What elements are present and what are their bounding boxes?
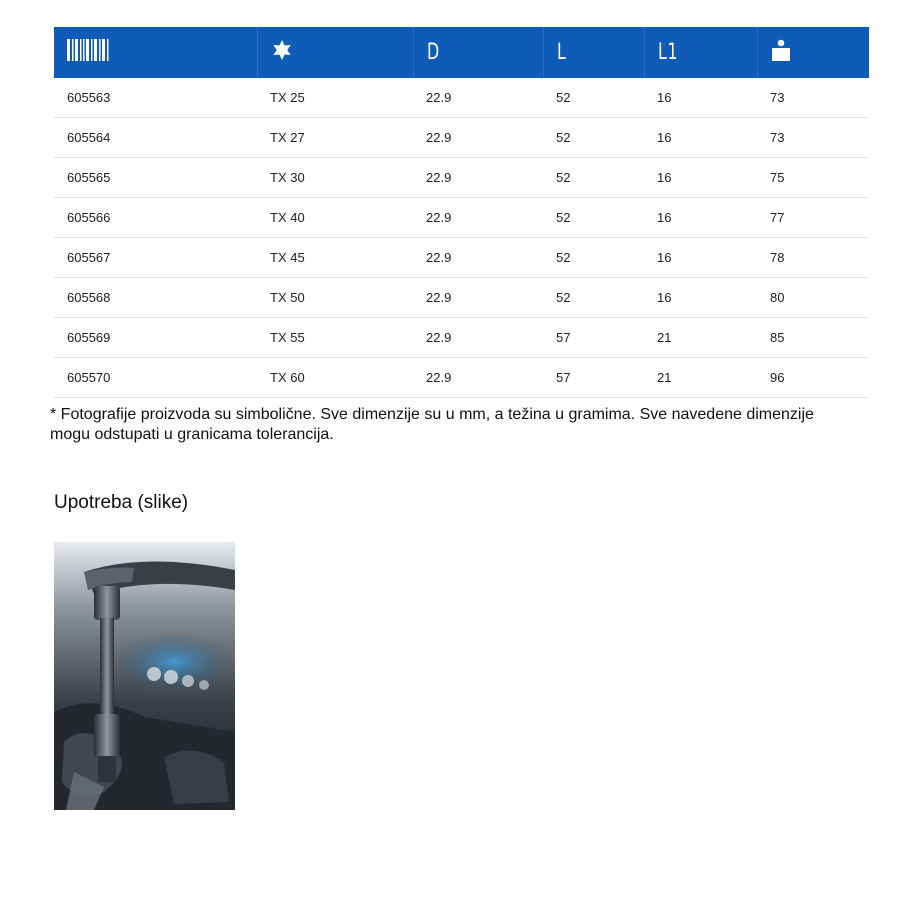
cell-l: 52 bbox=[543, 238, 644, 278]
column-header-l1 bbox=[644, 27, 757, 78]
cell-l: 52 bbox=[543, 158, 644, 198]
cell-size: TX 25 bbox=[257, 78, 413, 118]
cell-l1: 16 bbox=[644, 238, 757, 278]
cell-size: TX 50 bbox=[257, 278, 413, 318]
cell-article: 605566 bbox=[54, 198, 257, 238]
cell-size: TX 40 bbox=[257, 198, 413, 238]
cell-l: 52 bbox=[543, 198, 644, 238]
ratchet-socket-photo bbox=[54, 542, 235, 810]
column-header-article bbox=[54, 27, 257, 78]
table-header-row bbox=[54, 27, 869, 78]
cell-d: 22.9 bbox=[413, 238, 543, 278]
table-row bbox=[54, 198, 869, 238]
column-header-l bbox=[543, 27, 644, 78]
column-header-d-label: D bbox=[426, 40, 440, 65]
cell-size: TX 27 bbox=[257, 118, 413, 158]
cell-l1: 16 bbox=[644, 78, 757, 118]
cell-l: 52 bbox=[543, 278, 644, 318]
cell-weight: 80 bbox=[757, 278, 869, 318]
table-row bbox=[54, 318, 869, 358]
column-header-d bbox=[413, 27, 543, 78]
cell-d: 22.9 bbox=[413, 158, 543, 198]
cell-l1: 21 bbox=[644, 318, 757, 358]
cell-d: 22.9 bbox=[413, 318, 543, 358]
cell-size: TX 30 bbox=[257, 158, 413, 198]
cell-l1: 16 bbox=[644, 118, 757, 158]
cell-d: 22.9 bbox=[413, 278, 543, 318]
cell-d: 22.9 bbox=[413, 78, 543, 118]
cell-d: 22.9 bbox=[413, 358, 543, 398]
cell-l1: 16 bbox=[644, 158, 757, 198]
cell-weight: 85 bbox=[757, 318, 869, 358]
cell-l1: 16 bbox=[644, 278, 757, 318]
cell-size: TX 55 bbox=[257, 318, 413, 358]
cell-size: TX 60 bbox=[257, 358, 413, 398]
cell-article: 605564 bbox=[54, 118, 257, 158]
cell-article: 605569 bbox=[54, 318, 257, 358]
cell-l: 57 bbox=[543, 318, 644, 358]
cell-article: 605570 bbox=[54, 358, 257, 398]
cell-l: 57 bbox=[543, 358, 644, 398]
cell-l: 52 bbox=[543, 118, 644, 158]
cell-d: 22.9 bbox=[413, 198, 543, 238]
table-row bbox=[54, 118, 869, 158]
table-row bbox=[54, 78, 869, 118]
disclaimer-note: * Fotografije proizvoda su simbolične. Sve dimenzije su u mm, a težina u gramima. Sve navedene dimenzije mogu odstupati u granicama tolerancija. bbox=[50, 406, 814, 443]
cell-l: 52 bbox=[543, 78, 644, 118]
usage-section-title: Upotreba (slike) bbox=[54, 492, 189, 513]
cell-article: 605567 bbox=[54, 238, 257, 278]
cell-article: 605563 bbox=[54, 78, 257, 118]
cell-l1: 21 bbox=[644, 358, 757, 398]
table-row bbox=[54, 358, 869, 398]
column-header-weight bbox=[757, 27, 869, 78]
cell-weight: 96 bbox=[757, 358, 869, 398]
cell-size: TX 45 bbox=[257, 238, 413, 278]
column-header-l-label: L bbox=[556, 40, 567, 65]
cell-article: 605568 bbox=[54, 278, 257, 318]
usage-photo bbox=[54, 542, 235, 810]
column-header-size bbox=[257, 27, 413, 78]
cell-d: 22.9 bbox=[413, 118, 543, 158]
cell-weight: 78 bbox=[757, 238, 869, 278]
torx-star-icon bbox=[271, 39, 293, 61]
table-row bbox=[54, 158, 869, 198]
cell-article: 605565 bbox=[54, 158, 257, 198]
cell-l1: 16 bbox=[644, 198, 757, 238]
table-row bbox=[54, 238, 869, 278]
spec-table bbox=[54, 27, 869, 398]
cell-weight: 73 bbox=[757, 78, 869, 118]
column-header-l1-label: L1 bbox=[657, 40, 678, 65]
cell-weight: 75 bbox=[757, 158, 869, 198]
weight-icon bbox=[771, 39, 791, 61]
table-row bbox=[54, 278, 869, 318]
cell-weight: 73 bbox=[757, 118, 869, 158]
cell-weight: 77 bbox=[757, 198, 869, 238]
barcode-icon bbox=[67, 39, 109, 61]
